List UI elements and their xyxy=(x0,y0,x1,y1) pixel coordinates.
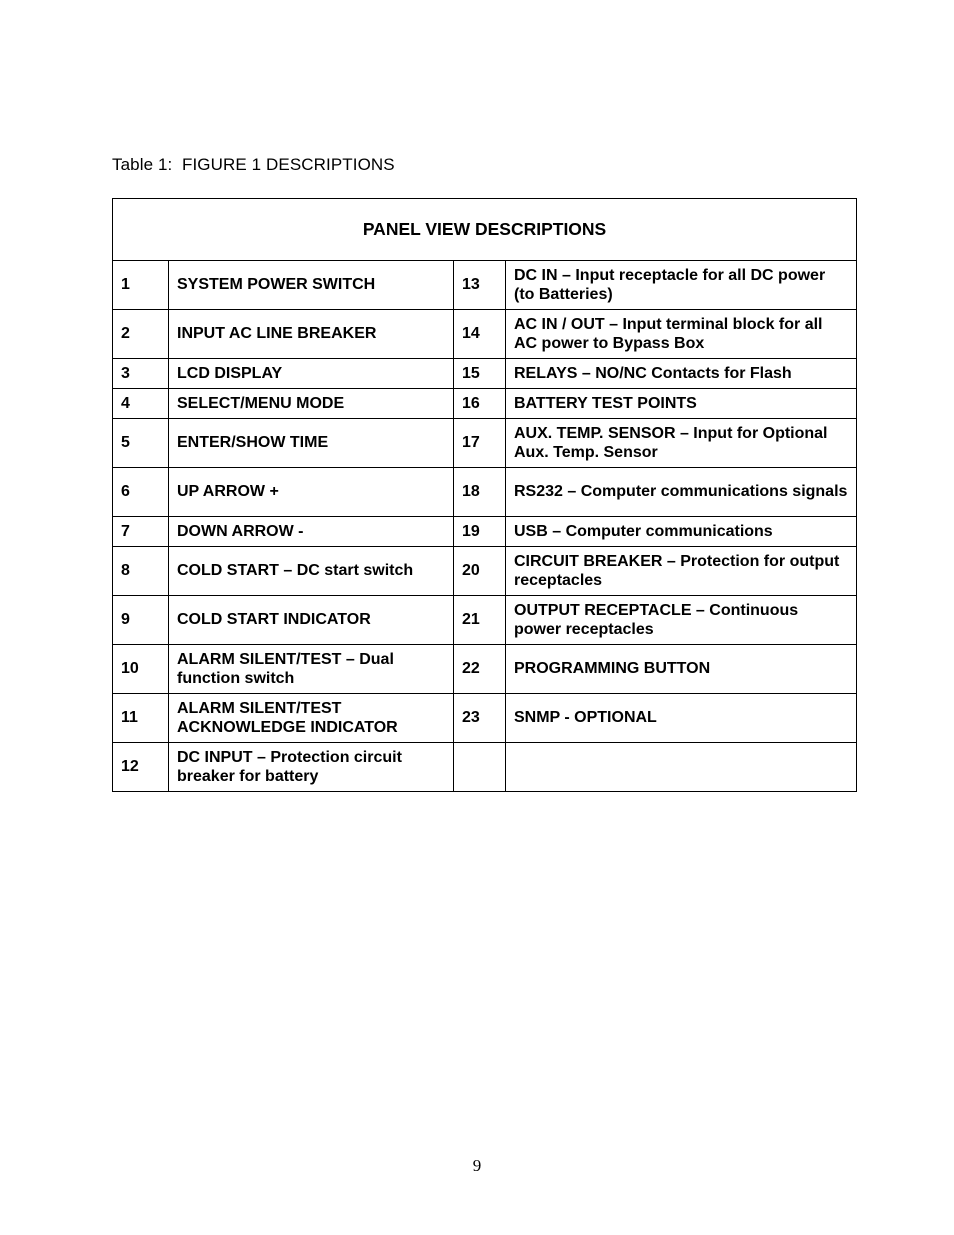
item-description: COLD START – DC start switch xyxy=(169,547,454,596)
item-description: AC IN / OUT – Input terminal block for all AC power to Bypass Box xyxy=(506,310,857,359)
table-row xyxy=(113,694,857,743)
item-number: 13 xyxy=(454,261,506,310)
item-number: 9 xyxy=(113,596,169,645)
item-number: 8 xyxy=(113,547,169,596)
item-number: 2 xyxy=(113,310,169,359)
item-number: 18 xyxy=(454,468,506,517)
table-row xyxy=(113,359,857,389)
item-description: BATTERY TEST POINTS xyxy=(506,389,857,419)
item-number: 21 xyxy=(454,596,506,645)
item-description xyxy=(506,743,857,792)
item-number: 4 xyxy=(113,389,169,419)
panel-view-table xyxy=(112,198,857,792)
item-description: CIRCUIT BREAKER – Protection for output receptacles xyxy=(506,547,857,596)
page-number: 9 xyxy=(472,1156,482,1175)
table-row xyxy=(113,419,857,468)
table-row xyxy=(113,468,857,517)
table-row xyxy=(113,310,857,359)
item-description: SNMP - OPTIONAL xyxy=(506,694,857,743)
item-description: SELECT/MENU MODE xyxy=(169,389,454,419)
item-description: RS232 – Computer communications signals xyxy=(506,468,857,517)
table-caption: Table 1: FIGURE 1 DESCRIPTIONS xyxy=(112,155,395,174)
item-number: 5 xyxy=(113,419,169,468)
item-number: 11 xyxy=(113,694,169,743)
item-number: 12 xyxy=(113,743,169,792)
item-description: USB – Computer communications xyxy=(506,517,857,547)
item-description: ENTER/SHOW TIME xyxy=(169,419,454,468)
item-number: 1 xyxy=(113,261,169,310)
table-title: PANEL VIEW DESCRIPTIONS xyxy=(113,199,857,261)
item-description: OUTPUT RECEPTACLE – Continuous power receptacles xyxy=(506,596,857,645)
item-number: 16 xyxy=(454,389,506,419)
item-number xyxy=(454,743,506,792)
table-row xyxy=(113,596,857,645)
table-row xyxy=(113,389,857,419)
item-description: DC IN – Input receptacle for all DC power (to Batteries) xyxy=(506,261,857,310)
item-number: 10 xyxy=(113,645,169,694)
item-number: 17 xyxy=(454,419,506,468)
table-row xyxy=(113,645,857,694)
table-row xyxy=(113,547,857,596)
item-description: PROGRAMMING BUTTON xyxy=(506,645,857,694)
item-description: DC INPUT – Protection circuit breaker for battery xyxy=(169,743,454,792)
item-number: 14 xyxy=(454,310,506,359)
item-description: COLD START INDICATOR xyxy=(169,596,454,645)
item-number: 6 xyxy=(113,468,169,517)
table-row xyxy=(113,517,857,547)
item-number: 20 xyxy=(454,547,506,596)
item-description: LCD DISPLAY xyxy=(169,359,454,389)
item-description: RELAYS – NO/NC Contacts for Flash xyxy=(506,359,857,389)
item-description: ALARM SILENT/TEST ACKNOWLEDGE INDICATOR xyxy=(169,694,454,743)
item-description: SYSTEM POWER SWITCH xyxy=(169,261,454,310)
item-number: 15 xyxy=(454,359,506,389)
item-description: ALARM SILENT/TEST – Dual function switch xyxy=(169,645,454,694)
item-description: UP ARROW + xyxy=(169,468,454,517)
table-row xyxy=(113,743,857,792)
item-number: 22 xyxy=(454,645,506,694)
item-description: DOWN ARROW - xyxy=(169,517,454,547)
table-row xyxy=(113,261,857,310)
item-number: 23 xyxy=(454,694,506,743)
item-description: INPUT AC LINE BREAKER xyxy=(169,310,454,359)
item-number: 19 xyxy=(454,517,506,547)
item-number: 7 xyxy=(113,517,169,547)
item-number: 3 xyxy=(113,359,169,389)
item-description: AUX. TEMP. SENSOR – Input for Optional Aux. Temp. Sensor xyxy=(506,419,857,468)
